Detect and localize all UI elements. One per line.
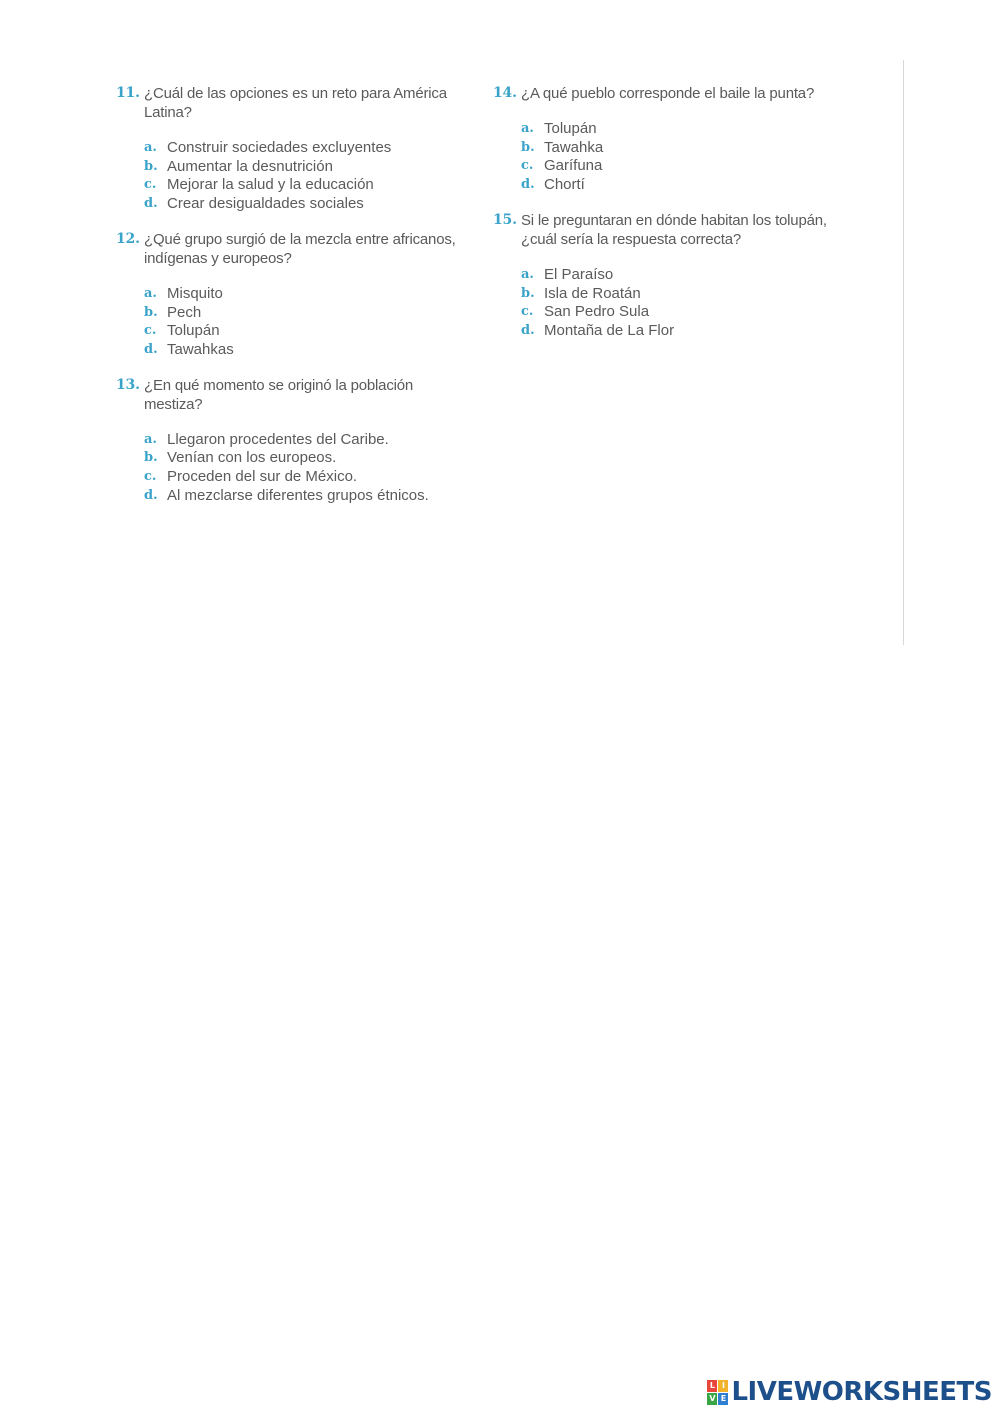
option-c[interactable] xyxy=(521,303,843,322)
liveworksheets-logo-icon xyxy=(707,1380,728,1405)
logo-letter-e: E xyxy=(718,1393,728,1405)
option-letter: a. xyxy=(521,266,534,282)
question-header xyxy=(116,230,466,268)
question-header xyxy=(493,211,843,249)
option-a[interactable] xyxy=(144,139,466,158)
option-c[interactable] xyxy=(144,322,466,341)
option-letter: b. xyxy=(521,139,535,155)
option-text: Garífuna xyxy=(544,157,603,175)
option-b[interactable] xyxy=(521,285,843,304)
question-13 xyxy=(116,376,466,506)
question-text: ¿Qué grupo surgió de la mezcla entre africanos, indígenas y europeos? xyxy=(144,230,456,267)
question-12 xyxy=(116,230,466,360)
option-text: Tolupán xyxy=(167,322,220,340)
question-number: 12. xyxy=(116,230,140,247)
option-letter: d. xyxy=(521,177,535,193)
option-text: Misquito xyxy=(167,284,223,302)
option-letter: a. xyxy=(144,285,157,301)
option-d[interactable] xyxy=(144,195,466,214)
option-list xyxy=(144,139,466,214)
question-header xyxy=(116,84,466,122)
option-text: Venían con los europeos. xyxy=(167,449,337,467)
option-c[interactable] xyxy=(144,468,466,487)
option-a[interactable] xyxy=(144,431,466,450)
question-number: 11. xyxy=(116,85,140,101)
option-letter: c. xyxy=(521,158,534,174)
option-text: Al mezclarse diferentes grupos étnicos. xyxy=(167,486,429,504)
question-text: ¿Cuál de las opciones es un reto para América Latina? xyxy=(144,85,447,121)
option-b[interactable] xyxy=(521,139,843,158)
option-letter: d. xyxy=(144,487,158,503)
right-column xyxy=(493,84,843,357)
logo-letter-l: L xyxy=(707,1380,717,1392)
question-11 xyxy=(116,84,466,214)
option-text: Chortí xyxy=(544,176,585,194)
option-text: San Pedro Sula xyxy=(544,303,650,321)
option-text: Proceden del sur de México. xyxy=(167,468,358,486)
option-letter: b. xyxy=(144,450,158,466)
option-text: Montaña de La Flor xyxy=(544,321,675,339)
question-14 xyxy=(493,84,843,195)
question-text: ¿En qué momento se originó la población mestiza? xyxy=(144,376,414,413)
question-text: ¿A qué pueblo corresponde el baile la punta? xyxy=(521,85,815,102)
question-number: 13. xyxy=(116,376,140,393)
question-header xyxy=(116,376,466,414)
option-list xyxy=(521,266,843,341)
question-number: 15. xyxy=(493,211,517,228)
option-b[interactable] xyxy=(144,158,466,177)
column-divider xyxy=(903,60,904,645)
left-column xyxy=(116,84,466,521)
option-text: Llegaron procedentes del Caribe. xyxy=(167,430,389,448)
question-text: Si le preguntaran en dónde habitan los tolupán, ¿cuál sería la respuesta correcta? xyxy=(521,211,827,248)
option-text: Crear desigualdades sociales xyxy=(167,195,364,213)
option-list xyxy=(521,120,843,195)
option-text: Tawahkas xyxy=(167,340,234,358)
question-header xyxy=(493,84,843,103)
option-list xyxy=(144,431,466,506)
option-letter: d. xyxy=(144,196,158,212)
option-letter: c. xyxy=(521,304,534,320)
liveworksheets-brand[interactable] xyxy=(707,1377,992,1407)
option-letter: c. xyxy=(144,323,157,339)
question-15 xyxy=(493,211,843,341)
option-letter: c. xyxy=(144,177,157,193)
option-text: Aumentar la desnutrición xyxy=(167,157,333,175)
option-text: Mejorar la salud y la educación xyxy=(167,176,374,194)
option-letter: b. xyxy=(521,285,535,301)
option-c[interactable] xyxy=(521,157,843,176)
option-b[interactable] xyxy=(144,449,466,468)
option-d[interactable] xyxy=(144,341,466,360)
option-letter: d. xyxy=(144,341,158,357)
option-text: Tawahka xyxy=(544,138,604,156)
question-number: 14. xyxy=(493,85,517,101)
option-letter: b. xyxy=(144,158,158,174)
option-text: Isla de Roatán xyxy=(544,284,641,302)
brand-name: LIVEWORKSHEETS xyxy=(731,1377,992,1407)
option-list xyxy=(144,285,466,360)
option-a[interactable] xyxy=(521,120,843,139)
logo-letter-i: I xyxy=(718,1380,728,1392)
option-c[interactable] xyxy=(144,176,466,195)
option-text: Pech xyxy=(167,303,202,321)
option-d[interactable] xyxy=(144,487,466,506)
option-text: Tolupán xyxy=(544,120,597,137)
option-letter: d. xyxy=(521,322,535,338)
option-a[interactable] xyxy=(521,266,843,285)
option-letter: c. xyxy=(144,469,157,485)
option-b[interactable] xyxy=(144,304,466,323)
option-text: El Paraíso xyxy=(544,265,614,283)
option-a[interactable] xyxy=(144,285,466,304)
option-letter: a. xyxy=(144,140,157,155)
option-letter: b. xyxy=(144,304,158,320)
option-d[interactable] xyxy=(521,176,843,195)
option-letter: a. xyxy=(521,121,534,136)
option-letter: a. xyxy=(144,431,157,447)
option-text: Construir sociedades excluyentes xyxy=(167,139,392,156)
option-d[interactable] xyxy=(521,322,843,341)
logo-letter-v: V xyxy=(709,1393,716,1403)
